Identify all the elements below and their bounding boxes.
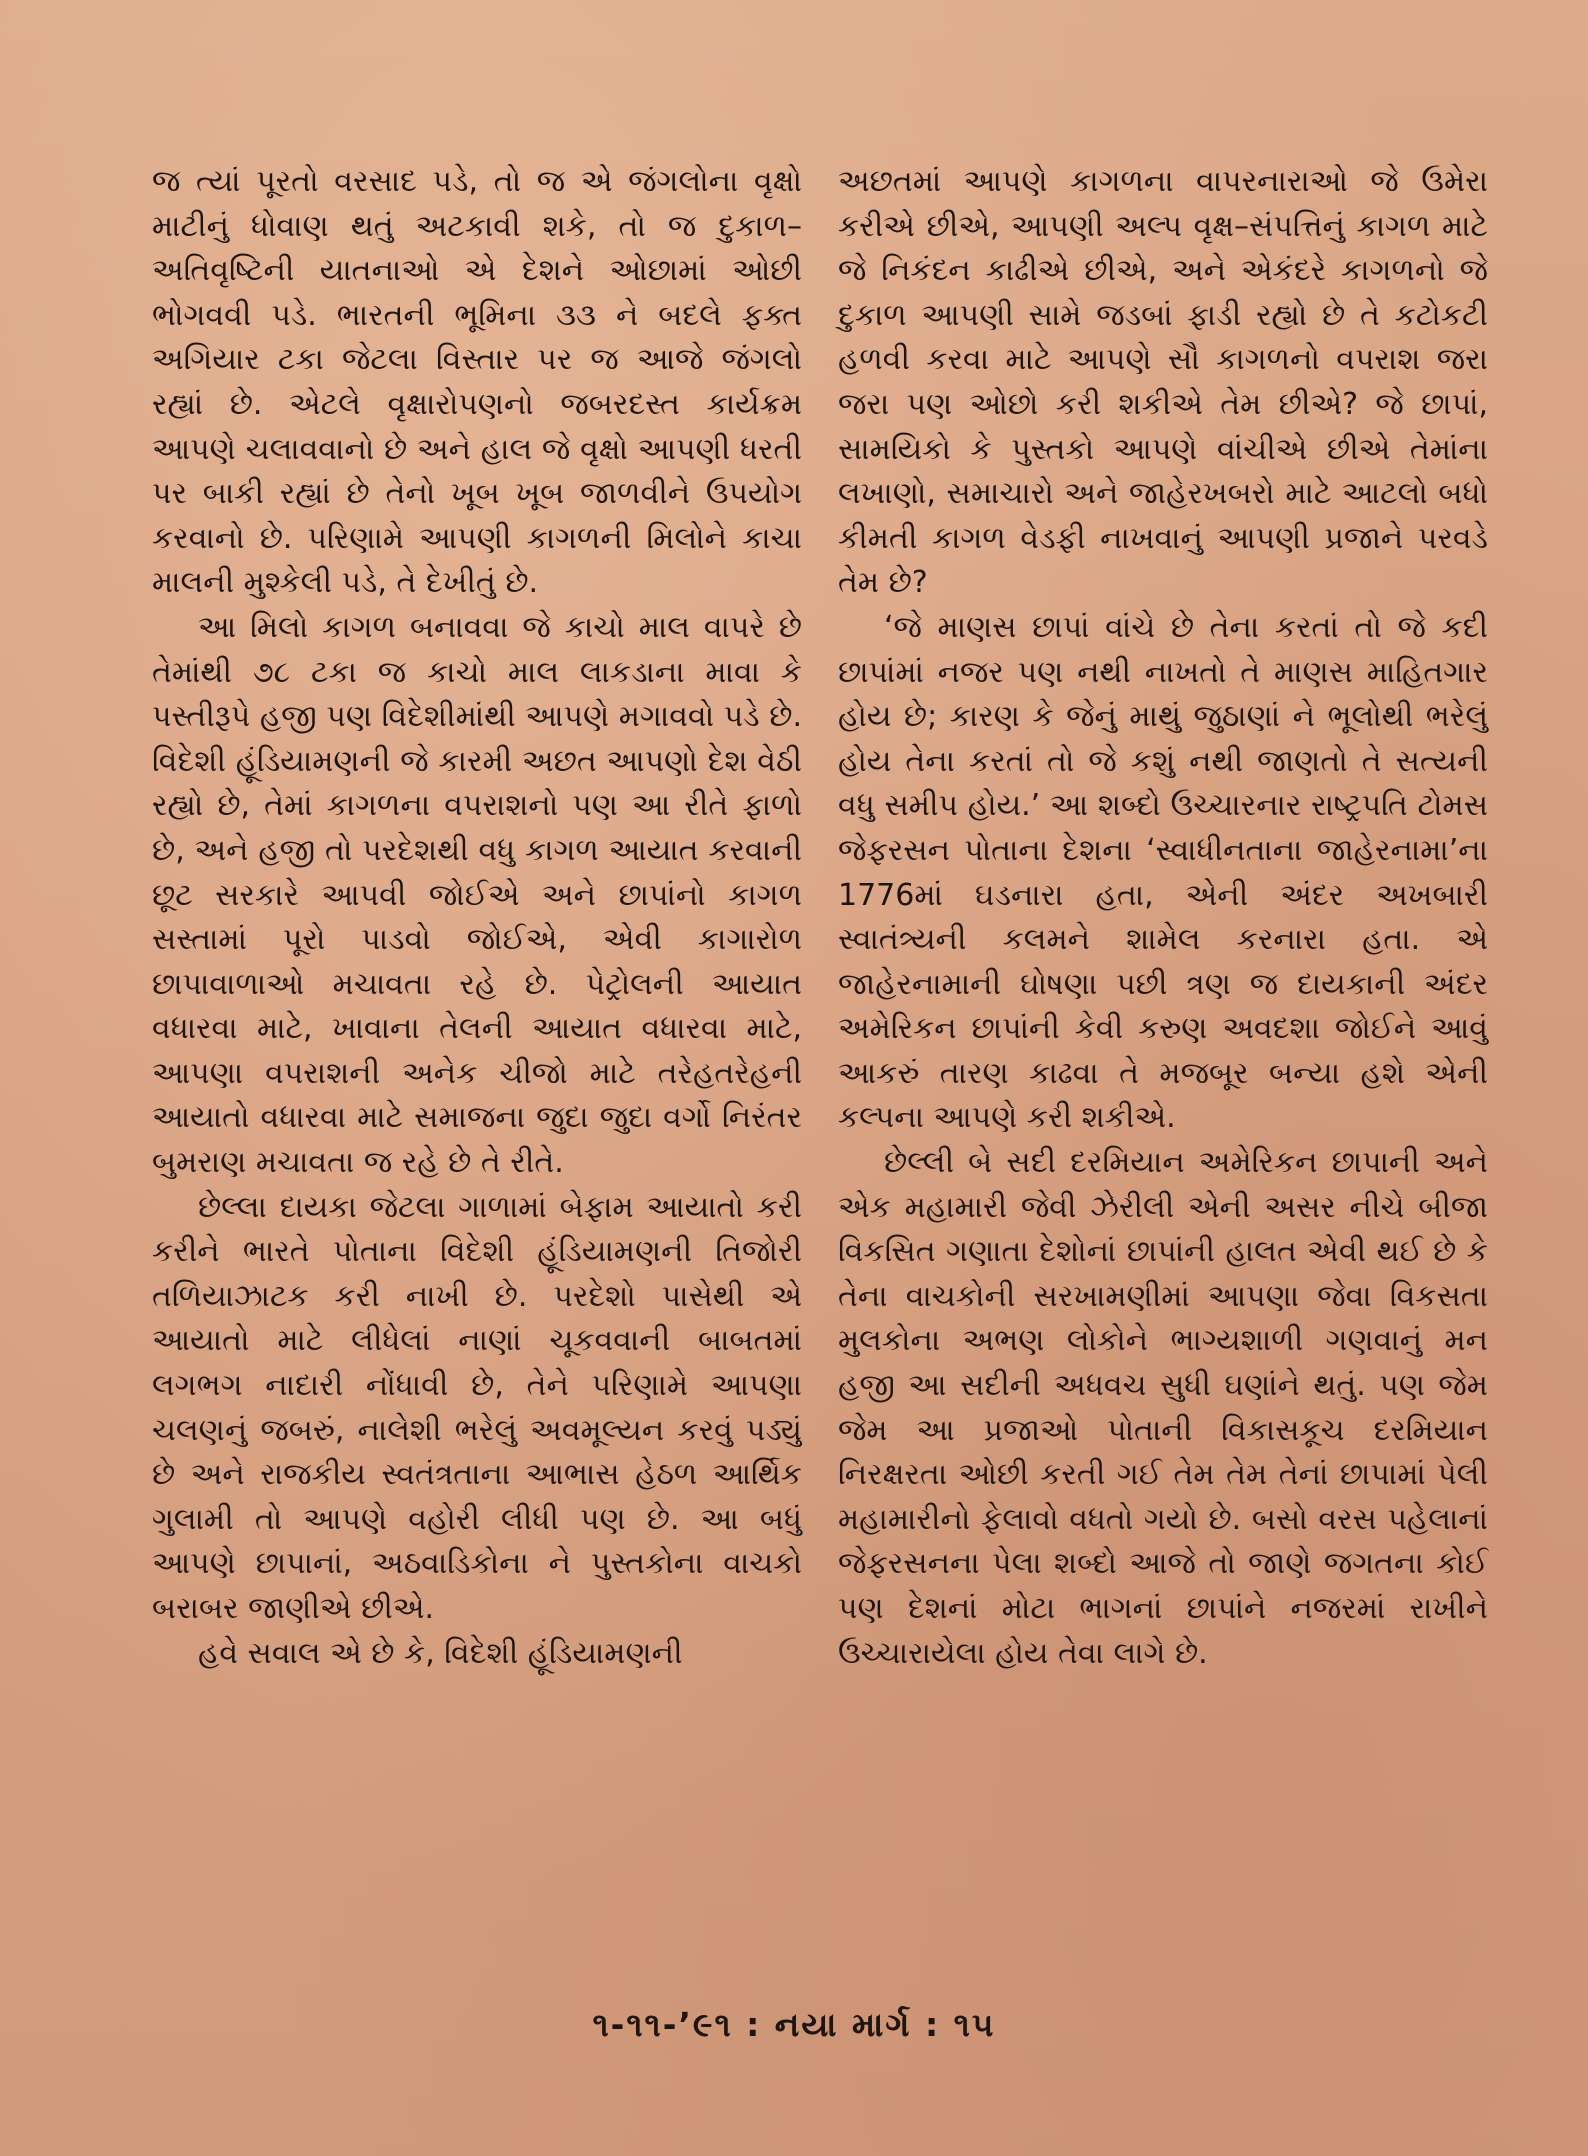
paragraph: હવે સવાલ એ છે કે, વિદેશી હૂંડિયામણની	[198, 1635, 683, 1671]
right-text-column	[838, 160, 1488, 1676]
paragraph: ‘જે માણસ છાપાં વાંચે છે તેના કરતાં તો જે કદી છાપાંમાં નજર પણ નથી નાખતો તે માણસ માહિતગાર હોય છે; કારણ કે જેનું માથું જુઠાણાં ને ભૂલોથી ભરેલું હોય તેના કરતાં તો જે કશું નથી જાણતો તે સત્યની વધુ સમીપ હોય.’ આ શબ્દો ઉચ્ચારનાર રાષ્ટ્રપતિ ટોમસ જેફરસન પોતાના દેશના ‘સ્વાધીનતાના જાહેરનામા’ના 1776માં ઘડનારા હતા, એની અંદર અખબારી સ્વાતંત્ર્યની કલમને શામેલ કરનારા હતા. એ જાહેરનામાની ઘોષણા પછી ત્રણ જ દાયકાની અંદર અમેરિકન છાપાંની કેવી કરુણ અવદશા જોઈને આવું આકરું તારણ કાઢવા તે મજબૂર બન્યા હશે એની કલ્પના આપણે કરી શકીએ.	[838, 609, 1488, 1136]
paragraph: આ મિલો કાગળ બનાવવા જે કાચો માલ વાપરે છે તેમાંથી ૭૮ ટકા જ કાચો માલ લાકડાના માવા કે પસ્તીરૂપે હજી પણ વિદેશીમાંથી આપણે મગાવવો પડે છે. વિદેશી હૂંડિયામણની જે કારમી અછત આપણો દેશ વેઠી રહ્યો છે, તેમાં કાગળના વપરાશનો પણ આ રીતે ફાળો છે, અને હજી તો પરદેશથી વધુ કાગળ આયાત કરવાની છૂટ સરકારે આપવી જોઈએ અને છાપાંનો કાગળ સસ્તામાં પૂરો પાડવો જોઈએ, એવી કાગારોળ છાપાવાળાઓ મચાવતા રહે છે. પેટ્રોલની આયાત વધારવા માટે, ખાવાના તેલની આયાત વધારવા માટે, આપણા વપરાશની અનેક ચીજો માટે તરેહતરેહની આયાતો વધારવા માટે સમાજના જુદા જુદા વર્ગો નિરંતર બુમરાણ મચાવતા જ રહે છે તે રીતે.	[152, 609, 802, 1181]
paragraph: છેલ્લી બે સદી દરમિયાન અમેરિકન છાપાની અને એક મહામારી જેવી ઝેરીલી એની અસર નીચે બીજા વિકસિત ગણાતા દેશોનાં છાપાંની હાલત એવી થઈ છે કે તેના વાચકોની સરખામણીમાં આપણા જેવા વિકસતા મુલકોના અભણ લોકોને ભાગ્યશાળી ગણવાનું મન હજી આ સદીની અધવચ સુધી ઘણાંને થતું. પણ જેમ જેમ આ પ્રજાઓ પોતાની વિકાસકૂચ દરમિયાન નિરક્ષરતા ઓછી કરતી ગઈ તેમ તેમ તેનાં છાપામાં પેલી મહામારીનો ફેલાવો વધતો ગયો છે. બસો વરસ પહેલાનાં જેફરસનના પેલા શબ્દો આજે તો જાણે જગતના કોઈ પણ દેશનાં મોટા ભાગનાં છાપાંને નજરમાં રાખીને ઉચ્ચારાયેલા હોય તેવા લાગે છે.	[838, 1145, 1488, 1671]
paragraph: છેલ્લા દાયકા જેટલા ગાળામાં બેફામ આયાતો કરી કરીને ભારતે પોતાના વિદેશી હૂંડિયામણની તિજોરી તળિયાઝાટક કરી નાખી છે. પરદેશો પાસેથી એ આયાતો માટે લીધેલાં નાણાં ચૂકવવાની બાબતમાં લગભગ નાદારી નોંધાવી છે, તેને પરિણામે આપણા ચલણનું જબરું, નાલેશી ભરેલું અવમૂલ્યન કરવું પડ્યું છે અને રાજકીય સ્વતંત્રતાના આભાસ હેઠળ આર્થિક ગુલામી તો આપણે વહોરી લીધી પણ છે. આ બધું આપણે છાપાનાં, અઠવાડિકોના ને પુસ્તકોના વાચકો બરાબર જાણીએ છીએ.	[152, 1189, 802, 1626]
paragraph: અછતમાં આપણે કાગળના વાપરનારાઓ જે ઉમેરા કરીએ છીએ, આપણી અલ્પ વૃક્ષ–સંપત્તિનું કાગળ માટે જે નિકંદન કાઢીએ છીએ, અને એકંદરે કાગળનો જે દુકાળ આપણી સામે જડબાં ફાડી રહ્યો છે તે કટોકટી હળવી કરવા માટે આપણે સૌ કાગળનો વપરાશ જરા જરા પણ ઓછો કરી શકીએ તેમ છીએ? જે છાપાં, સામયિકો કે પુસ્તકો આપણે વાંચીએ છીએ તેમાંના લખાણો, સમાચારો અને જાહેરખબરો માટે આટલો બધો કીમતી કાગળ વેડફી નાખવાનું આપણી પ્રજાને પરવડે તેમ છે?	[838, 164, 1488, 601]
page-footer: ૧-૧૧-’૯૧ : નયા માર્ગ : ૧૫	[592, 2005, 996, 2044]
left-text-column	[152, 160, 802, 1676]
paragraph: જ ત્યાં પૂરતો વરસાદ પડે, તો જ એ જંગલોના વૃક્ષો માટીનું ધોવાણ થતું અટકાવી શકે, તો જ દુકાળ–અતિવૃષ્ટિની યાતનાઓ એ દેશને ઓછામાં ઓછી ભોગવવી પડે. ભારતની ભૂમિના ૩૩ ને બદલે ફક્ત અગિયાર ટકા જેટલા વિસ્તાર પર જ આજે જંગલો રહ્યાં છે. એટલે વૃક્ષારોપણનો જબરદસ્ત કાર્યક્રમ આપણે ચલાવવાનો છે અને હાલ જે વૃક્ષો આપણી ધરતી પર બાકી રહ્યાં છે તેનો ખૂબ ખૂબ જાળવીને ઉપયોગ કરવાનો છે. પરિણામે આપણી કાગળની મિલોને કાચા માલની મુશ્કેલી પડે, તે દેખીતું છે.	[152, 164, 802, 601]
